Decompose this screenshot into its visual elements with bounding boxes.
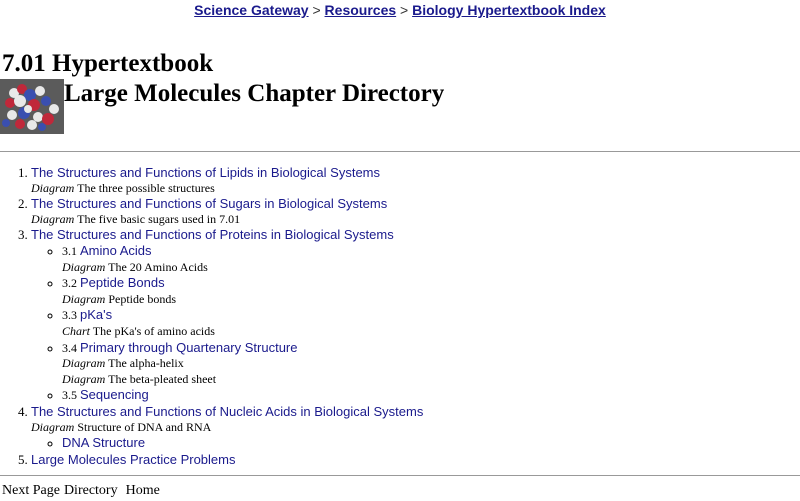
footer-nav [2, 483, 164, 499]
breadcrumb [0, 2, 800, 18]
item-description [31, 212, 791, 228]
next-page-link[interactable]: Next Page [2, 483, 60, 498]
list-item [62, 307, 791, 339]
description-text: The five basic sugars used in 7.01 [74, 211, 241, 226]
list-item [31, 196, 791, 227]
breadcrumb-science-gateway-link[interactable]: Science Gateway [194, 2, 309, 18]
breadcrumb-separator: > [308, 2, 325, 18]
subchapter-number: 3.2 [62, 276, 80, 291]
item-description [31, 181, 791, 197]
subchapter-number: 3.4 [62, 340, 80, 355]
list-item [62, 275, 791, 307]
breadcrumb-separator: > [396, 2, 413, 18]
breadcrumb-biology-index-link[interactable]: Biology Hypertextbook Index [412, 2, 606, 18]
description-text: Peptide bonds [105, 291, 177, 306]
list-item [62, 387, 791, 404]
chapter-list [0, 165, 791, 467]
subchapter-list [31, 435, 791, 452]
subchapter-list [31, 243, 791, 404]
subchapter-link-structure[interactable]: Primary through Quartenary Structure [80, 339, 298, 355]
list-item [62, 243, 791, 275]
molecule-logo-icon [0, 79, 64, 134]
list-item [31, 165, 791, 196]
chapter-link-proteins[interactable]: The Structures and Functions of Proteins in Biological Systems [31, 227, 394, 243]
subchapter-link-amino-acids[interactable]: Amino Acids [80, 242, 152, 258]
divider [0, 151, 800, 152]
list-item [31, 404, 791, 452]
description-type: Diagram [62, 259, 106, 274]
description-text: The beta-pleated sheet [105, 371, 217, 386]
item-description [62, 372, 791, 388]
description-type: Diagram [31, 180, 75, 195]
description-type: Diagram [31, 419, 75, 434]
page-title-line2: Large Molecules Chapter Directory [64, 80, 445, 107]
description-text: The three possible structures [74, 180, 215, 195]
subchapter-link-peptide-bonds[interactable]: Peptide Bonds [80, 275, 165, 291]
subchapter-number: 3.1 [62, 243, 80, 258]
description-text: Structure of DNA and RNA [74, 419, 212, 434]
description-type: Chart [62, 323, 91, 338]
subchapter-link-sequencing[interactable]: Sequencing [80, 387, 149, 403]
description-type: Diagram [62, 371, 106, 386]
subchapter-link-dna-structure[interactable]: DNA Structure [62, 435, 146, 451]
description-text: The alpha-helix [105, 356, 184, 371]
breadcrumb-resources-link[interactable]: Resources [324, 2, 397, 18]
directory-link[interactable]: Directory [63, 483, 118, 498]
subchapter-link-pkas[interactable]: pKa's [80, 307, 113, 323]
item-description [62, 260, 791, 276]
item-description [62, 292, 791, 308]
subchapter-number: 3.5 [62, 388, 80, 403]
description-text: The pKa's of amino acids [90, 323, 215, 338]
subchapter-number: 3.3 [62, 308, 80, 323]
list-item [62, 435, 791, 452]
item-description [62, 356, 791, 372]
page-title-line1: 7.01 Hypertextbook [2, 50, 214, 77]
list-item [62, 340, 791, 388]
description-text: The 20 Amino Acids [105, 259, 208, 274]
chapter-link-sugars[interactable]: The Structures and Functions of Sugars in Biological Systems [31, 196, 388, 212]
divider [0, 475, 800, 476]
chapter-link-lipids[interactable]: The Structures and Functions of Lipids in Biological Systems [31, 165, 381, 180]
description-type: Diagram [62, 291, 106, 306]
item-description [62, 324, 791, 340]
home-link[interactable]: Home [125, 483, 160, 498]
list-item [31, 452, 791, 468]
item-description [31, 420, 791, 436]
chapter-link-nucleic-acids[interactable]: The Structures and Functions of Nucleic Acids in Biological Systems [31, 403, 424, 419]
chapter-link-practice-problems[interactable]: Large Molecules Practice Problems [31, 451, 236, 467]
list-item [31, 227, 791, 404]
description-type: Diagram [62, 356, 106, 371]
description-type: Diagram [31, 211, 75, 226]
